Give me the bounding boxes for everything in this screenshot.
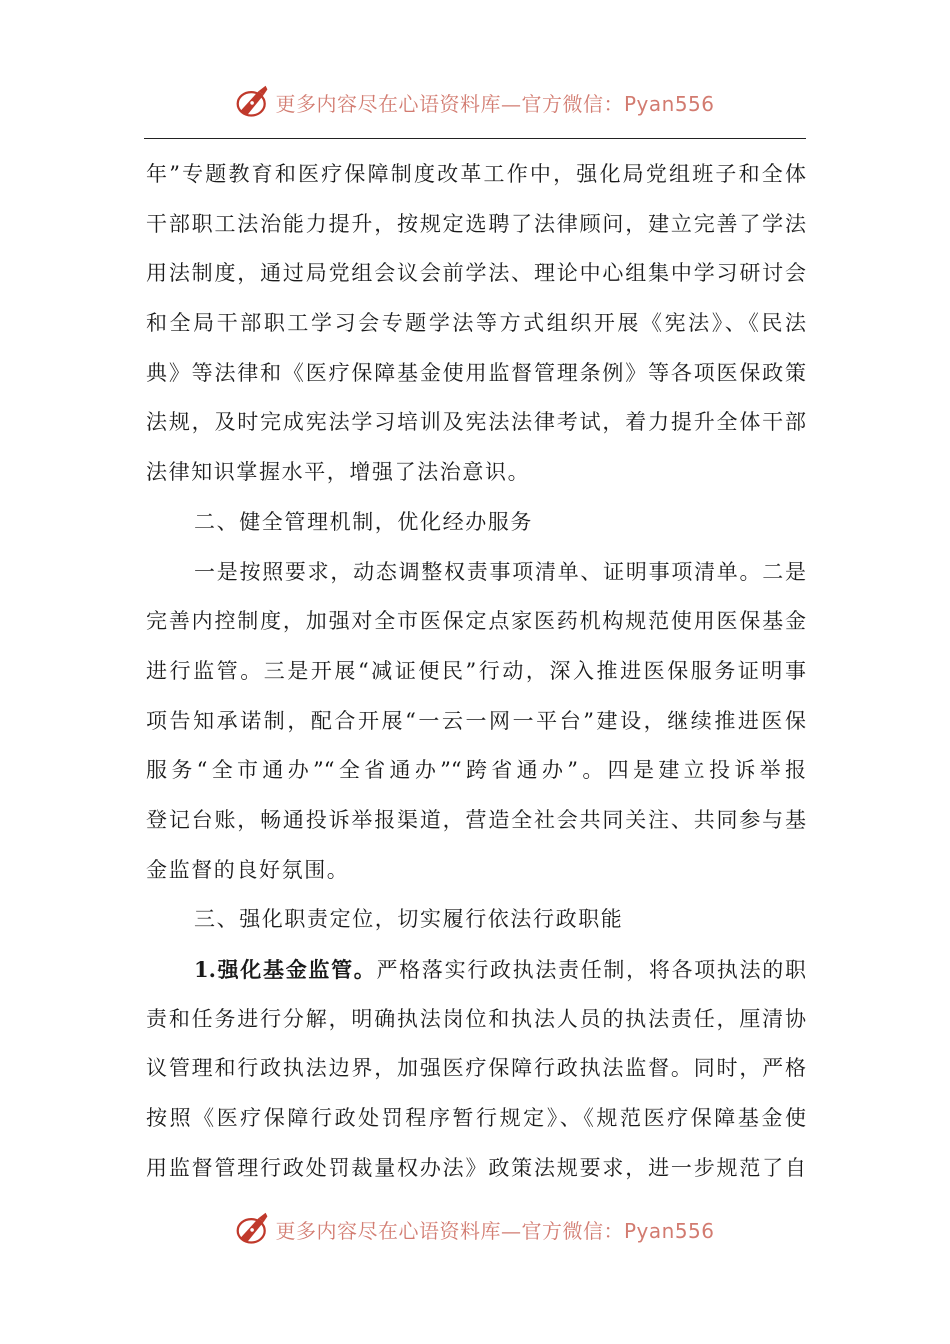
- body-line: 用法制度，通过局党组会议会前学法、理论中心组集中学习研讨会: [146, 261, 806, 286]
- body-line: 项告知承诺制，配合开展“一云一网一平台”建设，继续推进医保: [146, 708, 806, 733]
- body-line: 登记台账，畅通投诉举报渠道，营造全社会共同关注、共同参与基: [146, 807, 806, 832]
- pen-nib-logo-icon: [235, 1211, 271, 1247]
- body-line: 用监督管理行政处罚裁量权办法》政策法规要求，进一步规范了自: [146, 1155, 806, 1180]
- body-line: 完善内控制度，加强对全市医保定点家医药机构规范使用医保基金: [146, 609, 806, 634]
- body-line: 年”专题教育和医疗保障制度改革工作中，强化局党组班子和全体: [146, 162, 806, 186]
- body-line: 典》等法律和《医疗保障基金使用监督管理条例》等各项医保政策: [146, 360, 806, 385]
- body-line: 和全局干部职工学习会专题学法等方式组织开展《宪法》、《民法: [146, 311, 806, 336]
- header-contact: Pyan556: [623, 91, 715, 116]
- body-line: 法规，及时完成宪法学习培训及宪法法律考试，着力提升全体干部: [146, 410, 806, 435]
- section-heading-3: 三、强化职责定位，切实履行依法行政职能: [194, 907, 624, 932]
- body-line: 按照《医疗保障行政处罚程序暂行规定》、《规范医疗保障基金使: [146, 1106, 806, 1131]
- header-rule: [144, 138, 806, 139]
- body-line: 干部职工法治能力提升，按规定选聘了法律顾问，建立完善了学法: [146, 211, 806, 236]
- body-line: 进行监管。三是开展“减证便民”行动，深入推进医保服务证明事: [146, 658, 806, 683]
- body-line: 服务“全市通办”“全省通办”“跨省通办”。四是建立投诉举报: [146, 758, 806, 783]
- header-banner: [0, 80, 950, 124]
- body-line: 议管理和行政执法边界，加强医疗保障行政执法监督。同时，严格: [146, 1056, 806, 1081]
- item-1-title: 1.强化基金监管。: [194, 957, 377, 982]
- pen-nib-logo-icon: [235, 84, 271, 120]
- body-line: 一是按照要求，动态调整权责事项清单、证明事项清单。二是: [194, 559, 806, 584]
- item-1-line: [146, 945, 806, 995]
- section-heading-2: 二、健全管理机制，优化经办服务: [194, 509, 533, 534]
- footer-contact: Pyan556: [623, 1218, 715, 1243]
- footer-banner: [0, 1207, 950, 1251]
- body-line: 金监督的良好氛围。: [146, 857, 350, 882]
- body-line: 法律知识掌握水平，增强了法治意识。: [146, 460, 531, 485]
- body-line: 责和任务进行分解，明确执法岗位和执法人员的执法责任，厘清协: [146, 1006, 806, 1031]
- item-1-text: 严格落实行政执法责任制，将各项执法的职: [376, 958, 806, 982]
- footer-banner-text: 更多内容尽在心语资料库—官方微信：Pyan556: [275, 1218, 715, 1243]
- document-body: [146, 150, 806, 1193]
- header-banner-text: 更多内容尽在心语资料库—官方微信：Pyan556: [275, 91, 715, 116]
